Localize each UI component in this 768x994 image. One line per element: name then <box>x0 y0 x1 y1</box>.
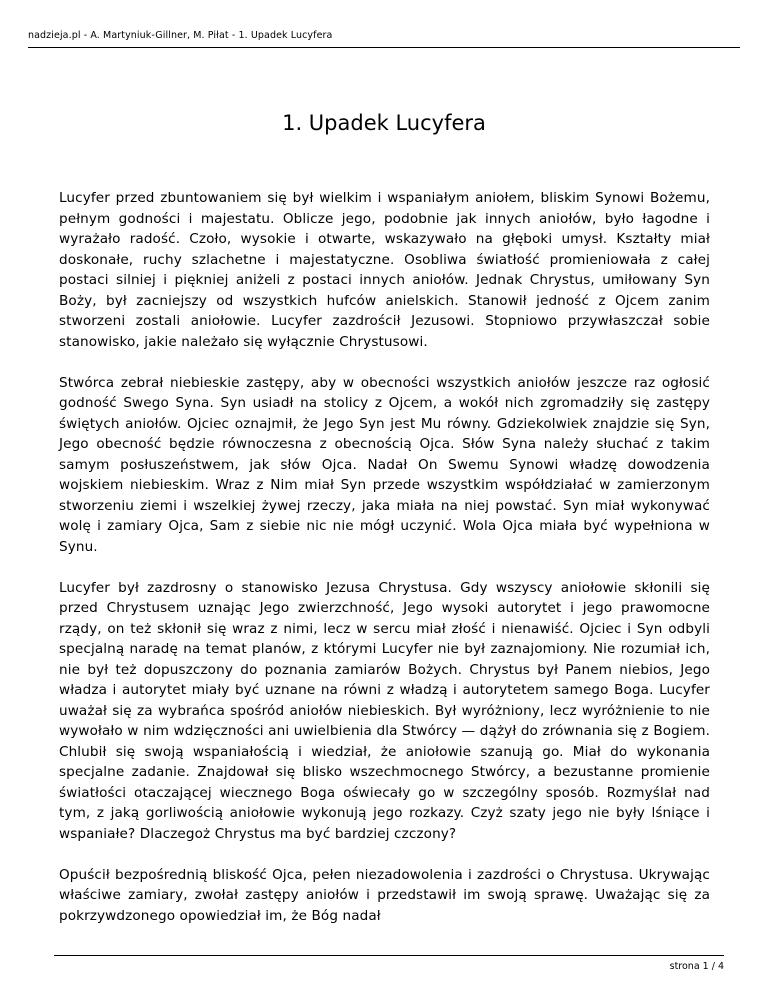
paragraph-2: Stwórca zebrał niebieskie zastępy, aby w obecności wszystkich aniołów jeszcze raz ogłosić godność Swego Syna. Syn usiadł na stolicy z Ojcem, a wokół nich zgromadziły się zastępy świętych aniołów. Ojciec oznajmił, że Jego Syn jest Mu równy. Gdziekolwiek znajdzie się Syn, Jego obecność będzie równoczesna z obecnością Ojca. Słów Syna należy słuchać z takim samym posłuszeństwem, jak słów Ojca. Nadał On Swemu Synowi władzę dowodzenia wojskiem niebieskim. Wraz z Nim miał Syn przede wszystkim współdziałać w zamierzonym stworzeniu ziemi i wszelkiej żywej rzeczy, jaka miała na niej powstać. Syn miał wykonywać wolę i zamiary Ojca, Sam z siebie nic nie mógł uczynić. Wola Ojca miała być wypełniona w Synu. <box>59 374 710 555</box>
footer-divider <box>54 955 724 956</box>
paragraph-4: Opuścił bezpośrednią bliskość Ojca, pełen niezadowolenia i zazdrości o Chrystusa. Ukrywając właściwe zamiary, zwołał zastępy aniołów i przedstawił im swoją sprawę. Uważając się za pokrzywdzonego opowiedział im, że Bóg nadał <box>59 866 710 924</box>
header-divider <box>28 47 740 48</box>
page-number: strona 1 / 4 <box>669 961 724 972</box>
article-body <box>59 188 710 947</box>
paragraph-3: Lucyfer był zazdrosny o stanowisko Jezusa Chrystusa. Gdy wszyscy aniołowie skłonili się przed Chrystusem uznając Jego zwierzchność, Jego wysoki autorytet i jego prawomocne rządy, on też skłonił się wraz z nimi, lecz w sercu miał złość i nienawiść. Ojciec i Syn odbyli specjalną naradę na temat planów, z którymi Lucyfer nie był zaznajomiony. Nie rozumiał ich, nie był też dopuszczony do poznania zamiarów Bożych. Chrystus był Panem niebios, Jego władza i autorytet miały być uznane na równi z władzą i autorytetem samego Boga. Lucyfer uważał się za wybrańca spośród aniołów niebieskich. Był wyróżniony, lecz wyróżnienie to nie wywołało w nim wdzięczności ani uwielbienia dla Stwórcy — dążył do zrównania się z Bogiem. Chlubił się swoją wspaniałością i wiedział, że aniołowie szanują go. Miał do wykonania specjalne zadanie. Znajdował się blisko wszechmocnego Stwórcy, a bezustanne promienie światłości otaczającej wiecznego Boga oświecały go w szczególny sposób. Rozmyślał nad tym, z jaką gorliwością aniołowie wykonują jego rozkazy. Czyż szaty jego nie były lśniące i wspaniałe? Dlaczegoż Chrystus ma być bardziej czczony? <box>59 579 710 842</box>
page-title: 1. Upadek Lucyfera <box>282 111 486 135</box>
page-header: nadzieja.pl - A. Martyniuk-Gillner, M. Piłat - 1. Upadek Lucyfera <box>28 30 333 41</box>
paragraph-1: Lucyfer przed zbuntowaniem się był wielkim i wspaniałym aniołem, bliskim Synowi Bożemu, pełnym godności i majestatu. Oblicze jego, podobnie jak innych aniołów, było łagodne i wyrażało radość. Czoło, wysokie i otwarte, wskazywało na głęboki umysł. Kształty miał doskonałe, ruchy szlachetne i majestatyczne. Osobliwa światłość promieniowała z całej postaci silniej i piękniej aniżeli z postaci innych aniołów. Jednak Chrystus, umiłowany Syn Boży, był zacniejszy od wszystkich hufców anielskich. Stanowił jedność z Ojcem zanim stworzeni zostali aniołowie. Lucyfer zazdrościł Jezusowi. Stopniowo przywłaszczał sobie stanowisko, jakie należało się wyłącznie Chrystusowi. <box>59 190 710 350</box>
